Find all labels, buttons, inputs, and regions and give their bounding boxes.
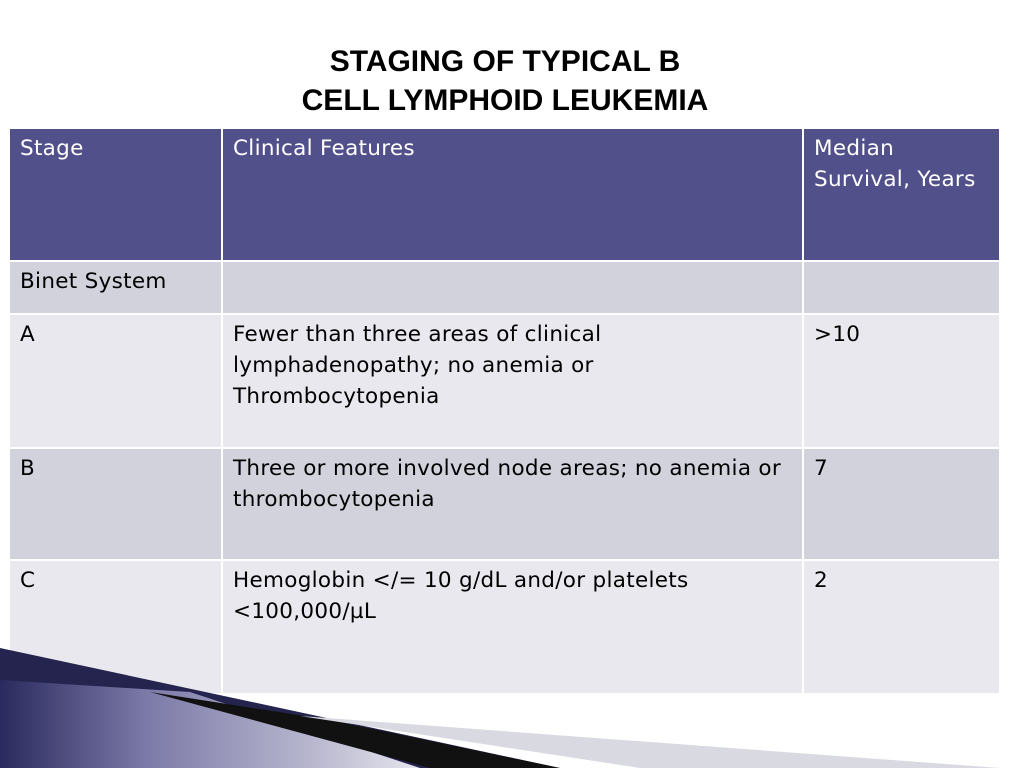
table-row-stage-b: [9, 448, 1000, 560]
cell-features: Three or more involved node areas; no anemia or thrombocytopenia: [222, 448, 803, 560]
cell-stage: C: [9, 560, 222, 694]
table-row-binet-system: [9, 261, 1000, 314]
cell-stage: A: [9, 314, 222, 448]
header-clinical-features: Clinical Features: [222, 128, 803, 261]
cell-survival: [803, 261, 1000, 314]
table-row-stage-a: [9, 314, 1000, 448]
header-stage: Stage: [9, 128, 222, 261]
cell-stage: B: [9, 448, 222, 560]
slide-title: [0, 42, 1010, 120]
cell-features: Hemoglobin </= 10 g/dL and/or platelets <100,000/µL: [222, 560, 803, 694]
slide-title-line-1: STAGING OF TYPICAL B: [329, 45, 681, 78]
cell-stage: Binet System: [9, 261, 222, 314]
table-header-row: [9, 128, 1000, 261]
cell-features: Fewer than three areas of clinical lymphadenopathy; no anemia or Thrombocytopenia: [222, 314, 803, 448]
cell-survival: 2: [803, 560, 1000, 694]
header-median-survival: Median Survival, Years: [803, 128, 1000, 261]
staging-table: [8, 127, 1001, 695]
slide-title-line-2: CELL LYMPHOID LEUKEMIA: [301, 84, 709, 117]
cell-survival: 7: [803, 448, 1000, 560]
cell-features: [222, 261, 803, 314]
decorative-swoosh: [0, 640, 1024, 768]
cell-survival: >10: [803, 314, 1000, 448]
